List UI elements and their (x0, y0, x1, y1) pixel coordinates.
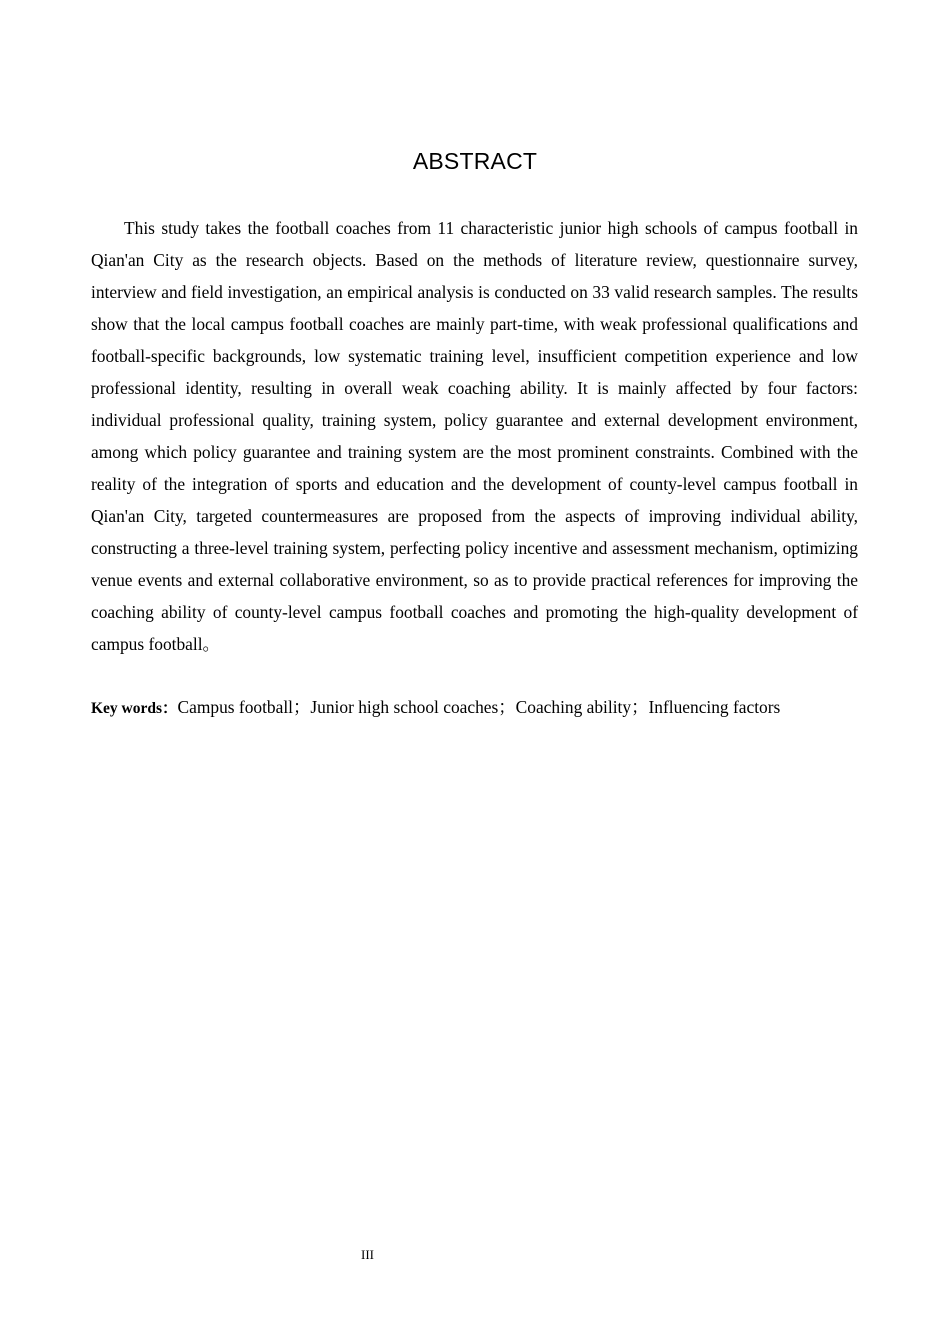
keywords-line (91, 691, 881, 725)
page-number: III (361, 1247, 374, 1262)
keywords-list: Campus football；Junior high school coaches；Coaching ability；Influencing factors (177, 697, 781, 717)
keywords-label: Key words： (91, 700, 178, 717)
abstract-title: ABSTRACT (412, 148, 538, 174)
abstract-body: This study takes the football coaches from 11 characteristic junior high schools of campus football in Qian'an City as the research objects. Based on the methods of literature review, questionnaire survey, interview and field investigation, an empirical analysis is conducted on 33 valid research samples. The results show that the local campus football coaches are mainly part-time, with weak professional qualifications and football-specific backgrounds, low systematic training level, insufficient competition experience and low professional identity, resulting in overall weak coaching ability. It is mainly affected by four factors: individual professional quality, training system, policy guarantee and external development environment, among which policy guarantee and training system are the most prominent constraints. Combined with the reality of the integration of sports and education and the development of county-level campus football in Qian'an City, targeted countermeasures are proposed from the aspects of improving individual ability, constructing a three-level training system, perfecting policy incentive and assessment mechanism, optimizing venue events and external collaborative environment, so as to provide practical references for improving the coaching ability of county-level campus football coaches and promoting the high-quality development of campus football。 (91, 218, 858, 654)
